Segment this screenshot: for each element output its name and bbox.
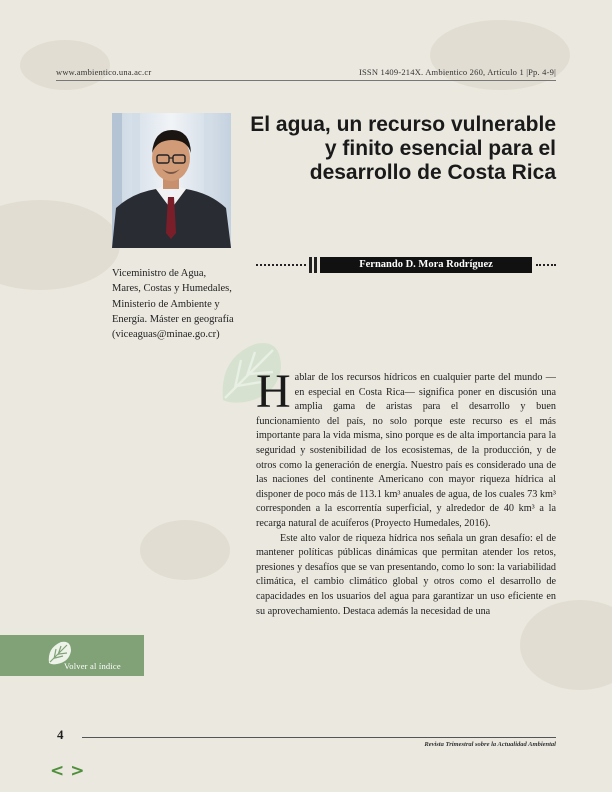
- author-name: Fernando D. Mora Rodríguez: [320, 257, 532, 273]
- next-page-button[interactable]: >: [70, 761, 85, 781]
- paragraph-1: [256, 365, 556, 532]
- paper-texture: [140, 520, 230, 580]
- drop-cap: H: [256, 365, 291, 418]
- journal-name: Revista Trimestral sobre la Actualidad Ambiental: [424, 741, 556, 748]
- page-number: 4: [57, 727, 64, 742]
- author-bio: Viceministro de Agua, Mares, Costas y Humedales, Ministerio de Ambiente y Energía. Máster en geografía (viceaguas@minae.go.cr): [112, 268, 234, 341]
- website-url[interactable]: www.ambientico.una.ac.cr: [56, 67, 152, 77]
- article-title: El agua, un recurso vulnerable y finito esencial para el desarrollo de Costa Rica: [250, 113, 556, 184]
- issn-info: ISSN 1409-214X. Ambientico 260, Artículo 1 |Pp. 4-9|: [358, 67, 556, 77]
- page-navigation: [50, 761, 91, 781]
- author-dots-left: [256, 264, 306, 266]
- back-to-index-label[interactable]: Volver al índice: [64, 661, 121, 671]
- footer-divider: [82, 737, 556, 738]
- author-dots-right: [536, 264, 556, 266]
- paragraph-1-text: ablar de los recursos hídricos en cualquier parte del mundo —en especial en Costa Rica— significa poner en discusión una amplia gama de aristas para el desarrollo y buen funcionamiento del país, no solo porque este recurso es el más importante para la vida misma, sino porque es de alta importancia para la seguridad y sostenibilidad de los ecosistemas, de la producción, y de otros como la generación de energía. Nuestro país es considerado una de las naciones del continente Americano con mayor riqueza hídrica al disponer de poco más de 113.1 km³ anuales de agua, de los cuales 73 km³ corresponden a la escorrentía superficial, y alrededor de 40 km³ a la recarga natural de acuíferos (Proyecto Humedales, 2016).: [256, 372, 556, 529]
- paragraph-2: Este alto valor de riqueza hídrica nos señala un gran desafío: el de mantener políticas públicas dinámicas que permitan atender los retos, presiones y desafíos que se van presentando, como lo son: la variabilidad climática, el cambio climático global y otros como el desarrollo de capacidades en los usuarios del agua para garantizar un uso eficiente en su aprovechamiento. Destaca además la necesidad de una: [256, 532, 556, 617]
- author-divider-bar: [309, 257, 312, 273]
- header-divider: [56, 80, 556, 81]
- article-body: [256, 365, 556, 619]
- paper-texture: [20, 40, 110, 90]
- paper-texture: [0, 200, 120, 290]
- author-divider-bar: [314, 257, 317, 273]
- author-photo: [112, 113, 231, 248]
- previous-page-button[interactable]: <: [50, 761, 65, 781]
